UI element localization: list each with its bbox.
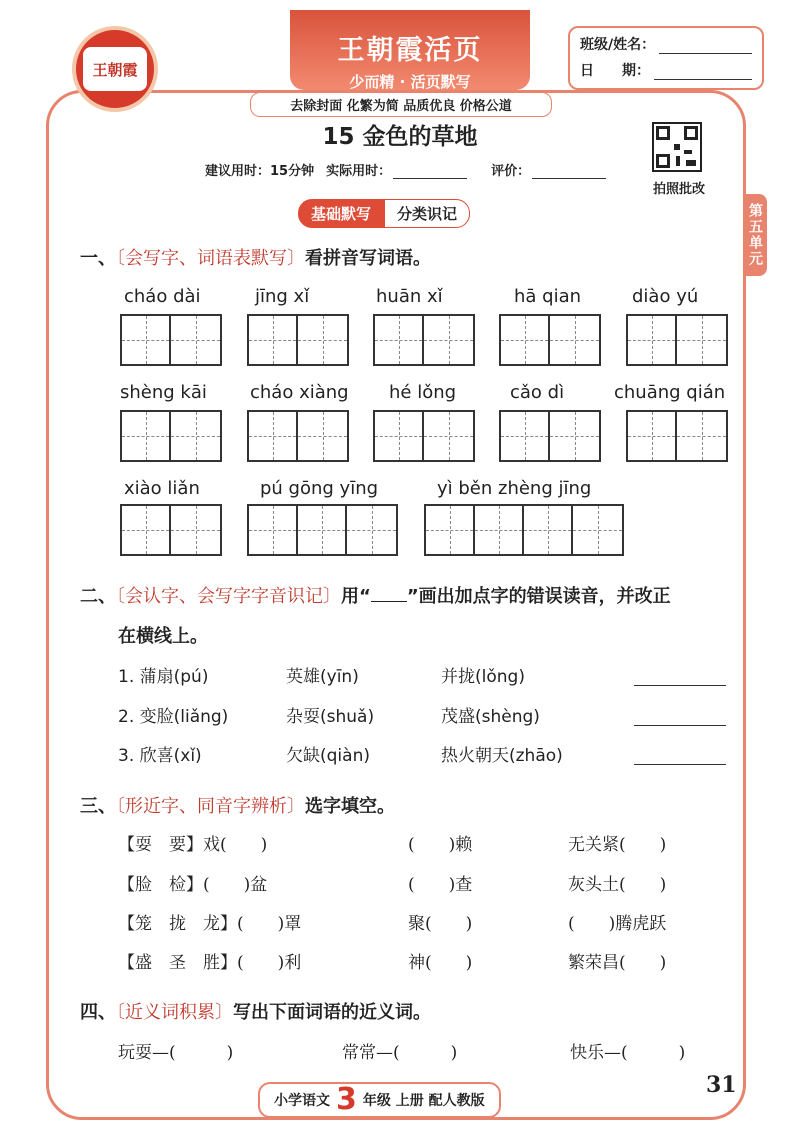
fill-item[interactable]: 繁荣昌( ): [568, 953, 667, 973]
footer-edition: 年级 上册 配人教版: [362, 1093, 485, 1109]
writing-grid[interactable]: [626, 314, 728, 366]
timing-line: [205, 160, 628, 179]
writing-grid[interactable]: [247, 314, 349, 366]
section-2-category: 〔会认字、会写字字音识记〕: [116, 586, 341, 607]
section-4-category: 〔近义词积累〕: [116, 1002, 233, 1023]
section-1-number: 一、: [80, 248, 116, 269]
section-4-instruction: 写出下面词语的近义词。: [233, 1002, 431, 1023]
writing-grid[interactable]: [424, 504, 624, 556]
actual-time-field[interactable]: [393, 178, 467, 179]
underline-sample: [371, 601, 407, 602]
pinyin-label: cǎo dì: [510, 382, 565, 403]
page-title: 15 金色的草地: [322, 124, 478, 150]
pronunciation-item[interactable]: 杂耍(shuǎ): [286, 707, 375, 727]
writing-grid[interactable]: [120, 314, 222, 366]
pinyin-label: xiào liǎn: [124, 478, 200, 499]
date-label: 日 期：: [580, 63, 650, 79]
qr-label: 拍照批改: [652, 182, 705, 197]
writing-grid[interactable]: [120, 504, 222, 556]
pronunciation-item[interactable]: 热火朝天(zhāo): [441, 746, 563, 766]
synonym-item[interactable]: 快乐—( ): [570, 1043, 686, 1063]
section-2-instruction-start: 用“: [341, 586, 371, 607]
unit-side-tab: 第五单元: [743, 194, 767, 276]
pronunciation-item[interactable]: 欠缺(qiàn): [286, 746, 370, 766]
pronunciation-item[interactable]: 英雄(yīn): [286, 667, 359, 687]
pronunciation-item[interactable]: 并拢(lǒng): [441, 667, 525, 687]
actual-time-label: 实际用时：: [326, 164, 392, 179]
fill-item[interactable]: 【盛 圣 胜】( )利: [118, 953, 302, 973]
section-tabs: [298, 199, 470, 228]
tagline: 去除封面 化繁为简 品质优良 价格公道: [250, 92, 552, 117]
section-4-heading: [80, 998, 431, 1024]
fill-item[interactable]: ( )赖: [408, 835, 473, 855]
pinyin-label: hā qian: [514, 286, 582, 307]
date-field[interactable]: [654, 65, 752, 80]
grade-footer: [258, 1082, 501, 1118]
suggested-time: 建议用时：15分钟: [205, 164, 315, 179]
writing-grid[interactable]: [120, 410, 222, 462]
writing-grid[interactable]: [373, 314, 475, 366]
writing-grid[interactable]: [247, 410, 349, 462]
footer-grade-number: 3: [336, 1082, 357, 1117]
section-3-instruction: 选字填空。: [305, 796, 395, 817]
class-name-row: [580, 34, 752, 54]
fill-item[interactable]: 【脸 检】( )盆: [118, 875, 268, 895]
student-info-box: [568, 26, 764, 90]
pinyin-label: cháo xiàng: [250, 382, 349, 403]
section-2-instruction-end: ”画出加点字的错误读音，并改正: [406, 586, 671, 607]
pinyin-label: cháo dài: [124, 286, 201, 307]
answer-line[interactable]: [634, 763, 726, 765]
qr-code-icon[interactable]: [652, 122, 702, 172]
evaluation-field[interactable]: [532, 178, 606, 179]
section-4-number: 四、: [80, 1002, 116, 1023]
synonym-item[interactable]: 常常—( ): [342, 1043, 458, 1063]
logo-text: 王朝霞: [83, 47, 147, 91]
pronunciation-item[interactable]: 3. 欣喜(xǐ): [118, 746, 202, 766]
pronunciation-item[interactable]: 1. 蒲扇(pú): [118, 667, 209, 687]
pinyin-label: jīng xǐ: [255, 286, 310, 307]
fill-item[interactable]: 【笼 拢 龙】( )罩: [118, 914, 302, 934]
pronunciation-item[interactable]: 茂盛(shèng): [441, 707, 540, 727]
brand-slogan: 少而精 · 活页默写: [349, 73, 471, 91]
class-name-label: 班级/姓名：: [580, 37, 656, 53]
section-2-heading: [80, 582, 671, 608]
pinyin-label: yì běn zhèng jīng: [437, 478, 592, 499]
pinyin-label: shèng kāi: [120, 382, 207, 403]
section-1-heading: [80, 244, 431, 270]
evaluation-label: 评价：: [491, 164, 531, 179]
fill-item[interactable]: 【耍 要】戏( ): [118, 835, 268, 855]
pinyin-label: pú gōng yīng: [260, 478, 379, 499]
fill-item[interactable]: ( )腾虎跃: [568, 914, 667, 934]
pinyin-label: chuāng qián: [614, 382, 726, 403]
section-3-number: 三、: [80, 796, 116, 817]
fill-item[interactable]: 灰头土( ): [568, 875, 667, 895]
fill-item[interactable]: 神( ): [408, 953, 473, 973]
pinyin-label: diào yú: [632, 286, 699, 307]
answer-line[interactable]: [634, 724, 726, 726]
section-1-category: 〔会写字、词语表默写〕: [116, 248, 305, 269]
fill-item[interactable]: ( )查: [408, 875, 473, 895]
date-row: [580, 60, 752, 80]
writing-grid[interactable]: [247, 504, 398, 556]
tab-basic-dictation[interactable]: 基础默写: [298, 199, 384, 228]
header-banner: [290, 10, 530, 90]
fill-item[interactable]: 无关紧( ): [568, 835, 667, 855]
page-number: 31: [706, 1072, 737, 1098]
fill-item[interactable]: 聚( ): [408, 914, 473, 934]
tab-classified-memory[interactable]: 分类识记: [384, 199, 470, 228]
section-2-number: 二、: [80, 586, 116, 607]
writing-grid[interactable]: [373, 410, 475, 462]
synonym-item[interactable]: 玩耍—( ): [118, 1043, 234, 1063]
brand-title: 王朝霞活页: [337, 35, 483, 66]
section-1-instruction: 看拼音写词语。: [305, 248, 431, 269]
footer-subject: 小学语文: [274, 1093, 330, 1109]
answer-line[interactable]: [634, 684, 726, 686]
writing-grid[interactable]: [499, 314, 601, 366]
writing-grid[interactable]: [626, 410, 728, 462]
class-name-field[interactable]: [659, 39, 752, 54]
publisher-logo: [72, 26, 158, 112]
pronunciation-item[interactable]: 2. 变脸(liǎng): [118, 707, 229, 727]
pinyin-label: hé lǒng: [389, 382, 457, 403]
writing-grid[interactable]: [499, 410, 601, 462]
pinyin-label: huān xǐ: [376, 286, 443, 307]
section-2-instruction-cont: 在横线上。: [118, 626, 208, 647]
section-3-heading: [80, 792, 395, 818]
section-3-category: 〔形近字、同音字辨析〕: [116, 796, 305, 817]
